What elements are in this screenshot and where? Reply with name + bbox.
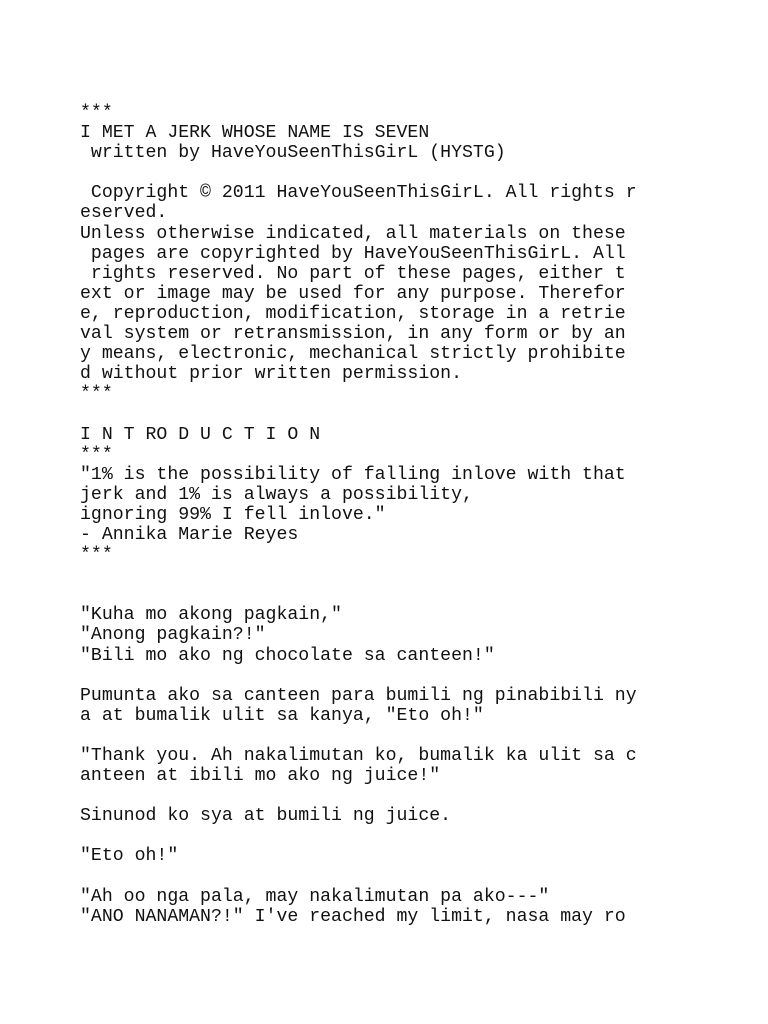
document-text bbox=[80, 103, 740, 927]
blank-line bbox=[80, 585, 740, 605]
story-line: "Eto oh!" bbox=[80, 846, 179, 867]
blank-line bbox=[80, 867, 740, 887]
story-line: "ANO NANAMAN?!" I've reached my limit, nasa may ro bbox=[80, 906, 626, 927]
copyright-line: y means, electronic, mechanical strictly prohibite bbox=[80, 344, 626, 365]
section-heading: I N T RO D U C T I O N bbox=[80, 424, 321, 445]
copyright-line: rights reserved. No part of these pages, either t bbox=[80, 263, 626, 284]
blank-line bbox=[80, 404, 740, 424]
book-title: I MET A JERK WHOSE NAME IS SEVEN bbox=[80, 123, 430, 144]
story-line: "Anong pagkain?!" bbox=[80, 625, 266, 646]
story-line: "Ah oo nga pala, may nakalimutan pa ako---" bbox=[80, 886, 550, 907]
copyright-line: val system or retransmission, in any form or by an bbox=[80, 324, 626, 345]
story-line: a at bumalik ulit sa kanya, "Eto oh!" bbox=[80, 705, 484, 726]
separator-line: *** bbox=[80, 103, 113, 123]
quote-attribution: - Annika Marie Reyes bbox=[80, 524, 299, 545]
copyright-line: e, reproduction, modification, storage in a retrie bbox=[80, 303, 626, 324]
story-line: "Kuha mo akong pagkain," bbox=[80, 605, 342, 626]
blank-line bbox=[80, 726, 740, 746]
quote-line: ignoring 99% I fell inlove." bbox=[80, 504, 386, 525]
blank-line bbox=[80, 163, 740, 183]
separator-line: *** bbox=[80, 444, 113, 465]
story-line: "Bili mo ako ng chocolate sa canteen!" bbox=[80, 645, 495, 666]
copyright-line: eserved. bbox=[80, 203, 168, 224]
quote-line: "1% is the possibility of falling inlove with that bbox=[80, 464, 626, 485]
story-line: Pumunta ako sa canteen para bumili ng pinabibili ny bbox=[80, 685, 637, 706]
copyright-line: Copyright © 2011 HaveYouSeenThisGirL. All rights r bbox=[80, 183, 637, 204]
blank-line bbox=[80, 565, 740, 585]
story-line: anteen at ibili mo ako ng juice!" bbox=[80, 766, 441, 787]
blank-line bbox=[80, 666, 740, 686]
copyright-line: d without prior written permission. bbox=[80, 364, 462, 385]
quote-line: jerk and 1% is always a possibility, bbox=[80, 484, 473, 505]
story-line: "Thank you. Ah nakalimutan ko, bumalik ka ulit sa c bbox=[80, 746, 637, 766]
separator-line: *** bbox=[80, 384, 113, 405]
separator-line: *** bbox=[80, 545, 113, 566]
blank-line bbox=[80, 786, 740, 806]
story-line: Sinunod ko sya at bumili ng juice. bbox=[80, 806, 452, 827]
copyright-line: Unless otherwise indicated, all materials on these bbox=[80, 223, 626, 244]
copyright-line: ext or image may be used for any purpose. Therefor bbox=[80, 283, 626, 304]
author-line: written by HaveYouSeenThisGirL (HYSTG) bbox=[80, 143, 506, 164]
blank-line bbox=[80, 826, 740, 846]
copyright-line: pages are copyrighted by HaveYouSeenThisGirL. All bbox=[80, 243, 626, 264]
